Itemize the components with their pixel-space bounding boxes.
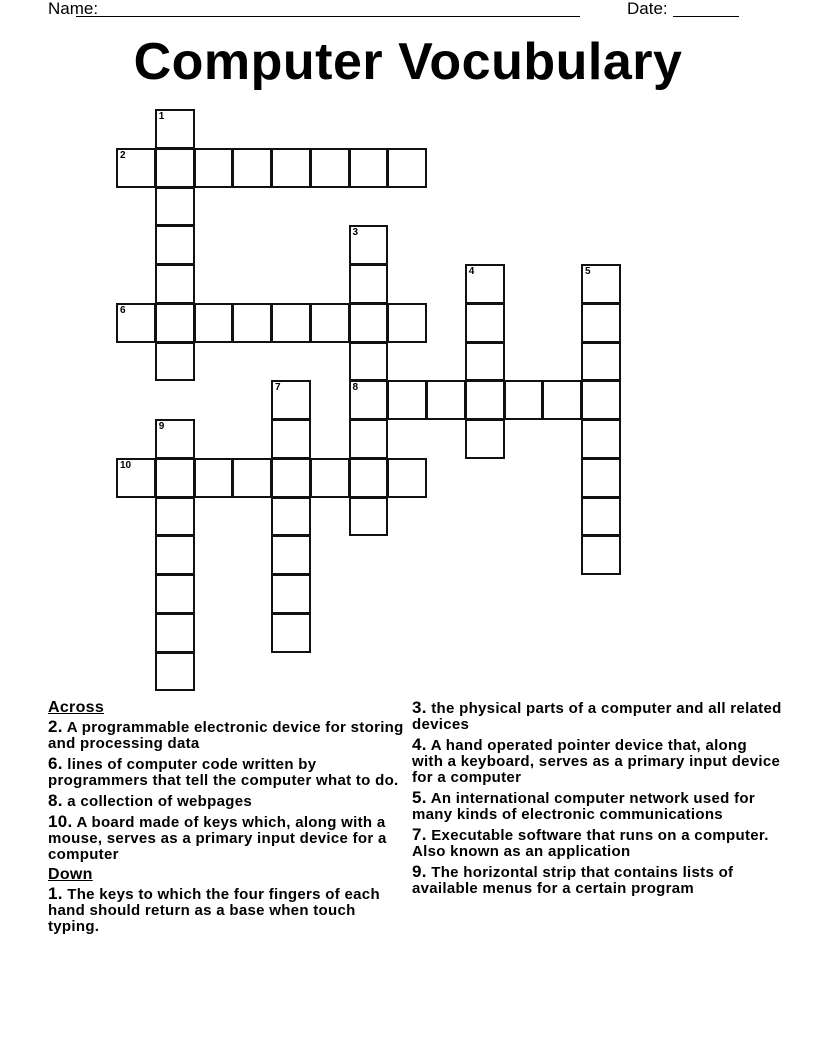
clue-number: 5. (412, 788, 427, 807)
crossword-cell[interactable] (155, 148, 195, 188)
clue-text: A hand operated pointer device that, along with a keyboard, serves as a primary input device for a computer (412, 737, 781, 786)
clue-text: a collection of webpages (67, 793, 252, 810)
clue-number: 9. (412, 862, 427, 881)
crossword-cell[interactable] (155, 264, 195, 304)
cell-number: 2 (120, 149, 126, 161)
cell-number: 4 (468, 266, 475, 277)
crossword-cell[interactable] (387, 458, 427, 498)
crossword-cell[interactable] (581, 342, 621, 382)
clue-down-5 (412, 790, 782, 823)
crossword-cell[interactable] (581, 458, 621, 498)
crossword-cell[interactable] (581, 535, 621, 575)
crossword-cell[interactable] (271, 574, 311, 614)
crossword-cell[interactable] (271, 419, 311, 459)
cell-number: 8 (352, 382, 359, 394)
crossword-cell[interactable] (349, 342, 389, 382)
crossword-cell[interactable] (349, 264, 389, 304)
clue-text: A board made of keys which, along with a mouse, serves as a primary input device for a computer (48, 814, 387, 863)
crossword-cell[interactable] (581, 380, 621, 420)
clue-text: The keys to which the four fingers of each hand should return as a base when touch typing. (48, 886, 380, 935)
crossword-cell[interactable] (116, 148, 156, 188)
crossword-cell[interactable] (465, 264, 505, 304)
crossword-cell[interactable] (232, 148, 272, 188)
page-title: Computer Vocubulary (133, 33, 683, 91)
crossword-cell[interactable] (271, 613, 311, 653)
crossword-cell[interactable] (310, 148, 350, 188)
crossword-cell[interactable] (271, 497, 311, 537)
crossword-cell[interactable] (155, 535, 195, 575)
crossword-cell[interactable] (349, 380, 389, 420)
crossword-cell[interactable] (271, 380, 311, 420)
cell-number: 6 (120, 304, 126, 316)
clue-text: An international computer network used for many kinds of electronic communications (412, 790, 755, 823)
crossword-cell[interactable] (155, 187, 195, 227)
crossword-cell[interactable] (116, 303, 156, 343)
clue-text: Executable software that runs on a computer. Also known as an application (412, 827, 769, 860)
clue-number: 6. (48, 754, 63, 773)
crossword-cell[interactable] (155, 613, 195, 653)
crossword-cell[interactable] (465, 303, 505, 343)
date-label: Date: (627, 0, 668, 18)
crossword-cell[interactable] (581, 303, 621, 343)
crossword-cell[interactable] (155, 109, 195, 149)
across-heading: Across (48, 699, 105, 716)
name-label: Name: (48, 0, 99, 18)
clue-text: The horizontal strip that contains lists of available menus for a certain program (412, 864, 734, 897)
crossword-cell[interactable] (581, 264, 621, 304)
cell-number: 7 (275, 382, 281, 394)
crossword-cell[interactable] (581, 419, 621, 459)
crossword-cell[interactable] (155, 342, 195, 382)
crossword-cell[interactable] (155, 574, 195, 614)
crossword-cell[interactable] (426, 380, 466, 420)
crossword-cell[interactable] (465, 380, 505, 420)
clue-number: 2. (48, 717, 63, 736)
crossword-cell[interactable] (155, 497, 195, 537)
crossword-cell[interactable] (194, 458, 234, 498)
clue-down-7 (412, 827, 782, 860)
crossword-cell[interactable] (155, 225, 195, 265)
clues-left-column (48, 700, 408, 939)
crossword-cell[interactable] (155, 652, 195, 692)
crossword-cell[interactable] (349, 497, 389, 537)
crossword-cell[interactable] (271, 303, 311, 343)
cell-number: 10 (120, 459, 132, 471)
clue-text: lines of computer code written by programmers that tell the computer what to do. (48, 756, 399, 789)
clue-across-2 (48, 719, 408, 752)
crossword-cell[interactable] (310, 303, 350, 343)
crossword-cell[interactable] (465, 419, 505, 459)
crossword-cell[interactable] (155, 303, 195, 343)
clue-number: 4. (412, 735, 427, 754)
cell-number: 9 (158, 421, 165, 432)
crossword-cell[interactable] (504, 380, 544, 420)
clues-right-column (412, 700, 782, 901)
crossword-cell[interactable] (349, 148, 389, 188)
clue-number: 10. (48, 812, 73, 831)
clue-text: A programmable electronic device for storing and processing data (48, 719, 404, 752)
clue-down-9 (412, 864, 782, 897)
crossword-cell[interactable] (581, 497, 621, 537)
crossword-cell[interactable] (387, 148, 427, 188)
clue-number: 8. (48, 791, 63, 810)
crossword-cell[interactable] (232, 303, 272, 343)
crossword-cell[interactable] (155, 419, 195, 459)
crossword-cell[interactable] (387, 303, 427, 343)
crossword-cell[interactable] (116, 458, 156, 498)
clue-across-10 (48, 814, 408, 863)
crossword-cell[interactable] (194, 148, 234, 188)
clue-text: the physical parts of a computer and all related devices (412, 700, 782, 733)
clue-down-4 (412, 737, 782, 786)
crossword-cell[interactable] (271, 458, 311, 498)
crossword-cell[interactable] (155, 458, 195, 498)
clue-across-8 (48, 793, 408, 810)
clue-number: 3. (412, 698, 427, 717)
clue-number: 7. (412, 825, 427, 844)
crossword-cell[interactable] (232, 458, 272, 498)
crossword-cell[interactable] (349, 225, 389, 265)
crossword-cell[interactable] (349, 419, 389, 459)
clue-down-1 (48, 886, 408, 935)
down-heading: Down (48, 866, 93, 883)
clue-number: 1. (48, 884, 63, 903)
crossword-cell[interactable] (387, 380, 427, 420)
cell-number: 1 (158, 111, 165, 122)
crossword-cell[interactable] (271, 535, 311, 575)
crossword-cell[interactable] (310, 458, 350, 498)
clue-across-6 (48, 756, 408, 789)
crossword-cell[interactable] (349, 303, 389, 343)
crossword-cell[interactable] (271, 148, 311, 188)
clue-down-3 (412, 700, 782, 733)
crossword-cell[interactable] (194, 303, 234, 343)
cell-number: 5 (585, 266, 591, 277)
crossword-cell[interactable] (349, 458, 389, 498)
crossword-cell[interactable] (542, 380, 582, 420)
cell-number: 3 (352, 227, 359, 239)
crossword-cell[interactable] (465, 342, 505, 382)
